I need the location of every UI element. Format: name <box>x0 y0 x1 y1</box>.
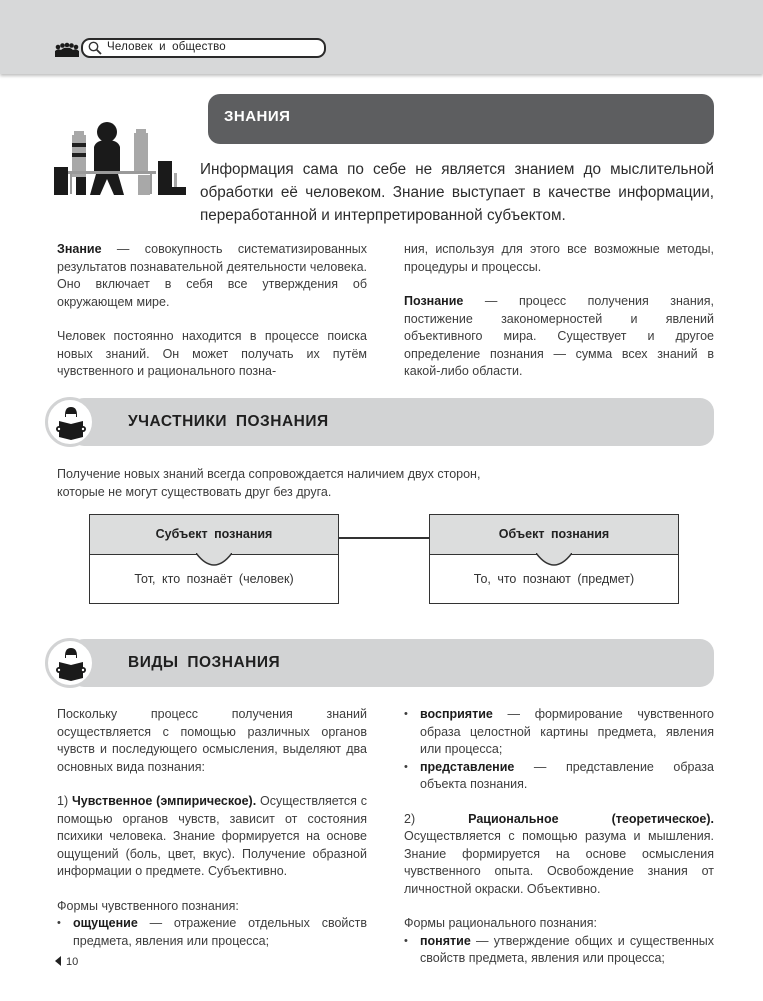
definition-znanie: Знание — совокупность систематизированных результатов познавательной деятельности человека. Оно включает в себя все утверждения об окружающем мире. <box>57 242 367 309</box>
notch-shape <box>196 553 232 567</box>
intro-text: Информация сама по себе не является знанием до мыслительной обработки её человеком. Знание выступает в качестве информации, переработанной и интерпретированной субъектом. <box>200 161 714 224</box>
header-bar <box>0 0 763 74</box>
type-sensory: 1) Чувственное (эмпирическое). Осуществляется с помощью органов чувств, зависит от состояния психики человека. Знание формируется на основе ощущений (боль, цвет, вкус). Получение образной информации о предмете. Субъективно. <box>57 794 368 878</box>
connector-line <box>339 537 430 539</box>
search-icon <box>88 41 102 55</box>
znaniya-right-column <box>404 241 714 398</box>
section-header-participants <box>70 398 714 446</box>
student-with-books-icon <box>50 115 190 195</box>
reader-icon <box>56 405 86 441</box>
crowd-icon <box>55 41 79 57</box>
definition-poznanie: Познание — процесс получения знания, постижение закономерностей и явлений объективного мира. Существует и другое определение познания — сумма всех знаний в какой-либо области. <box>404 294 714 378</box>
participants-lead: Получение новых знаний всегда сопровождается наличием двух сторон, которые не могут существовать друг без друга. <box>57 467 481 499</box>
section-header-znaniya <box>208 94 714 144</box>
subject-title: Субъект познания <box>90 515 338 555</box>
notch-shape <box>536 553 572 567</box>
forms-label: Формы чувственного познания: <box>57 898 239 913</box>
list-item: • понятие — утверждение общих и существенных свойств предмета, явления или процесса; <box>404 933 714 968</box>
subject-desc: Тот, кто познаёт (человек) <box>134 572 294 586</box>
section-title: ВИДЫ ПОЗНАНИЯ <box>128 654 281 671</box>
reader-icon <box>56 646 86 682</box>
types-right-column <box>404 706 714 985</box>
section-title: ЗНАНИЯ <box>224 108 291 125</box>
object-title: Объект познания <box>430 515 678 555</box>
forms-label: Формы рационального познания: <box>404 916 597 930</box>
paragraph: Человек постоянно находится в процессе поиска новых знаний. Он может получать их путём чувственного и рационального позна- <box>57 329 367 378</box>
page-number: 10 <box>66 956 79 968</box>
znaniya-left-column <box>57 241 367 398</box>
reader-icon-badge <box>45 397 95 447</box>
object-box <box>429 514 679 604</box>
section-header-types <box>70 639 714 687</box>
breadcrumb-text: Человек и общество <box>107 41 226 53</box>
page-left-arrow-icon <box>55 956 61 966</box>
list-item: • восприятие — формирование чувственного образа целостной картины предмета, явления или процесса; <box>404 706 714 759</box>
section-title: УЧАСТНИКИ ПОЗНАНИЯ <box>128 413 329 430</box>
paragraph: ния, используя для этого все возможные методы, процедуры и процессы. <box>404 242 714 274</box>
paragraph: Поскольку процесс получения знаний осуществляется с помощью различных органов чувств и последующего осмысления, выделяют два основных вида познания: <box>57 707 367 774</box>
reader-icon-badge <box>45 638 95 688</box>
subject-box <box>89 514 339 604</box>
types-left-column <box>57 706 367 967</box>
list-item: • ощущение — отражение отдельных свойств предмета, явления или процесса; <box>57 915 367 950</box>
type-rational: 2) Рациональное (теоретическое). Осуществляется с помощью разума и мышления. Знание формируется на основе осмысления чувственного опыта. Освобождение знания от личностной окраски. Объективно. <box>404 811 714 896</box>
breadcrumb[interactable] <box>81 38 326 58</box>
list-item: • представление — представление образа объекта познания. <box>404 759 714 794</box>
object-desc: То, что познают (предмет) <box>473 572 635 586</box>
